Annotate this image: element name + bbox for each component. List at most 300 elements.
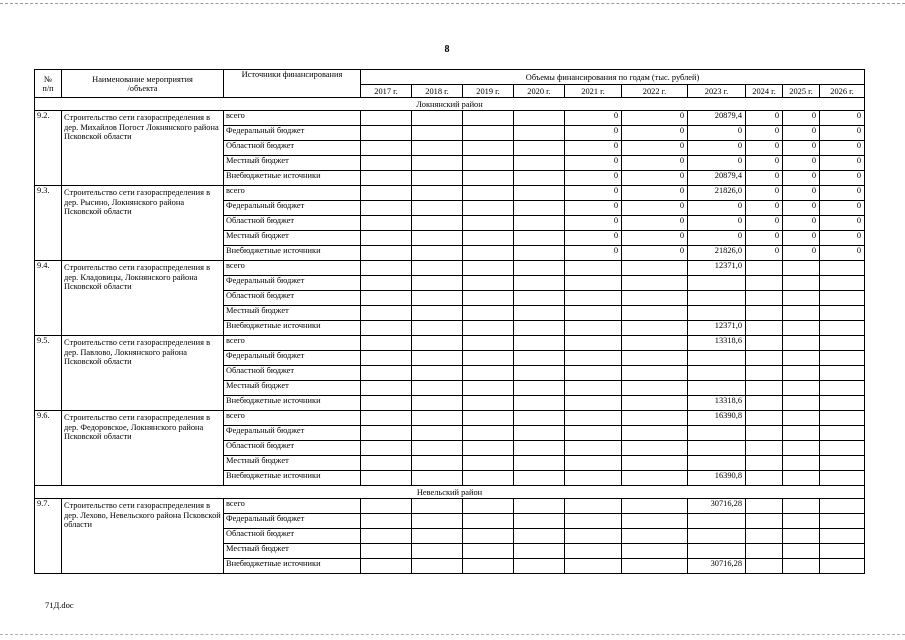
item-name: Строительство сети газораспределения в дер. Федоровское, Локнянского района Псковской области bbox=[62, 411, 224, 486]
funding-value bbox=[412, 231, 463, 246]
funding-value bbox=[622, 514, 688, 529]
funding-value: 0 bbox=[746, 186, 783, 201]
item-number: 9.7. bbox=[35, 499, 62, 574]
table-row bbox=[35, 336, 865, 351]
header-name-line1: Наименование мероприятия bbox=[92, 74, 193, 84]
funding-source: всего bbox=[224, 261, 361, 276]
financing-table bbox=[34, 69, 865, 574]
funding-value bbox=[412, 499, 463, 514]
footer-filename: 71Д.doc bbox=[45, 600, 74, 610]
funding-value bbox=[514, 514, 565, 529]
funding-source: Внебюджетные источники bbox=[224, 471, 361, 486]
funding-source: всего bbox=[224, 186, 361, 201]
funding-value bbox=[361, 111, 412, 126]
funding-source: Областной бюджет bbox=[224, 291, 361, 306]
funding-value bbox=[463, 261, 514, 276]
item-name: Строительство сети газораспределения в дер. Лехово, Невельского района Псковской области bbox=[62, 499, 224, 574]
funding-value: 30716,28 bbox=[688, 499, 746, 514]
table-body bbox=[35, 98, 865, 574]
funding-value bbox=[412, 471, 463, 486]
funding-value bbox=[688, 426, 746, 441]
funding-value bbox=[463, 246, 514, 261]
funding-value: 16390,8 bbox=[688, 411, 746, 426]
funding-value: 0 bbox=[688, 156, 746, 171]
funding-value bbox=[412, 396, 463, 411]
funding-value: 0 bbox=[783, 201, 820, 216]
funding-value: 0 bbox=[622, 111, 688, 126]
funding-value: 0 bbox=[746, 201, 783, 216]
funding-value bbox=[746, 396, 783, 411]
funding-value bbox=[820, 426, 865, 441]
funding-source: Федеральный бюджет bbox=[224, 351, 361, 366]
funding-value bbox=[622, 471, 688, 486]
funding-value bbox=[412, 126, 463, 141]
funding-source: Местный бюджет bbox=[224, 306, 361, 321]
funding-value: 0 bbox=[783, 231, 820, 246]
funding-value: 0 bbox=[565, 231, 622, 246]
funding-value bbox=[820, 321, 865, 336]
funding-value bbox=[688, 529, 746, 544]
funding-value bbox=[412, 141, 463, 156]
table-row bbox=[35, 111, 865, 126]
funding-value bbox=[622, 306, 688, 321]
funding-value bbox=[361, 261, 412, 276]
funding-value bbox=[514, 366, 565, 381]
funding-value bbox=[514, 231, 565, 246]
funding-value bbox=[746, 499, 783, 514]
funding-value bbox=[514, 441, 565, 456]
funding-value bbox=[783, 276, 820, 291]
funding-value bbox=[565, 351, 622, 366]
funding-source: Внебюджетные источники bbox=[224, 171, 361, 186]
funding-value bbox=[361, 351, 412, 366]
funding-value bbox=[746, 441, 783, 456]
table-row bbox=[35, 261, 865, 276]
header-year: 2020 г. bbox=[514, 85, 565, 98]
funding-value bbox=[565, 441, 622, 456]
funding-value: 21826,0 bbox=[688, 186, 746, 201]
header-year: 2017 г. bbox=[361, 85, 412, 98]
funding-value bbox=[622, 456, 688, 471]
funding-value bbox=[688, 381, 746, 396]
funding-value: 0 bbox=[622, 126, 688, 141]
funding-value bbox=[820, 529, 865, 544]
funding-value bbox=[783, 411, 820, 426]
funding-value bbox=[783, 291, 820, 306]
funding-value bbox=[463, 529, 514, 544]
funding-value bbox=[688, 441, 746, 456]
funding-value bbox=[746, 291, 783, 306]
funding-value bbox=[463, 126, 514, 141]
funding-source: Областной бюджет bbox=[224, 216, 361, 231]
funding-source: Областной бюджет bbox=[224, 529, 361, 544]
funding-value bbox=[463, 201, 514, 216]
funding-value bbox=[361, 126, 412, 141]
funding-value: 0 bbox=[820, 186, 865, 201]
funding-value bbox=[463, 456, 514, 471]
funding-value bbox=[746, 411, 783, 426]
funding-value: 12371,0 bbox=[688, 321, 746, 336]
header-name bbox=[62, 70, 224, 98]
funding-value bbox=[412, 426, 463, 441]
funding-value bbox=[412, 351, 463, 366]
funding-value bbox=[565, 471, 622, 486]
funding-value bbox=[463, 366, 514, 381]
funding-value bbox=[783, 499, 820, 514]
funding-value bbox=[820, 544, 865, 559]
funding-value bbox=[361, 156, 412, 171]
funding-value bbox=[622, 529, 688, 544]
funding-value bbox=[622, 381, 688, 396]
funding-value bbox=[463, 171, 514, 186]
funding-value bbox=[361, 171, 412, 186]
funding-value: 0 bbox=[688, 216, 746, 231]
funding-value: 0 bbox=[746, 231, 783, 246]
funding-value bbox=[412, 321, 463, 336]
item-number: 9.6. bbox=[35, 411, 62, 486]
funding-value bbox=[361, 514, 412, 529]
item-name: Строительство сети газораспределения в дер. Рысино, Локнянского района Псковской области bbox=[62, 186, 224, 261]
funding-value: 0 bbox=[820, 156, 865, 171]
funding-value bbox=[622, 366, 688, 381]
funding-value bbox=[361, 544, 412, 559]
funding-value bbox=[783, 544, 820, 559]
funding-value bbox=[622, 336, 688, 351]
funding-source: Федеральный бюджет bbox=[224, 126, 361, 141]
funding-source: Федеральный бюджет bbox=[224, 426, 361, 441]
funding-value bbox=[361, 396, 412, 411]
funding-value bbox=[463, 321, 514, 336]
funding-value bbox=[688, 514, 746, 529]
funding-value bbox=[361, 186, 412, 201]
funding-value bbox=[412, 246, 463, 261]
funding-source: Местный бюджет bbox=[224, 381, 361, 396]
funding-value bbox=[412, 111, 463, 126]
funding-value: 12371,0 bbox=[688, 261, 746, 276]
funding-value bbox=[514, 111, 565, 126]
table-header-row bbox=[35, 70, 865, 85]
funding-value: 0 bbox=[746, 246, 783, 261]
funding-value bbox=[514, 351, 565, 366]
funding-value bbox=[820, 291, 865, 306]
funding-value bbox=[463, 216, 514, 231]
funding-value: 0 bbox=[622, 171, 688, 186]
funding-value bbox=[565, 291, 622, 306]
funding-value bbox=[361, 321, 412, 336]
funding-value bbox=[565, 559, 622, 574]
funding-value: 30716,28 bbox=[688, 559, 746, 574]
funding-value bbox=[361, 276, 412, 291]
funding-source: всего bbox=[224, 111, 361, 126]
funding-value bbox=[622, 559, 688, 574]
funding-value bbox=[463, 396, 514, 411]
funding-value bbox=[361, 499, 412, 514]
funding-value bbox=[463, 471, 514, 486]
item-number: 9.4. bbox=[35, 261, 62, 336]
funding-value bbox=[514, 426, 565, 441]
funding-value bbox=[412, 366, 463, 381]
funding-value: 0 bbox=[783, 171, 820, 186]
funding-value bbox=[514, 126, 565, 141]
funding-value: 0 bbox=[783, 246, 820, 261]
funding-value bbox=[565, 544, 622, 559]
funding-value bbox=[820, 499, 865, 514]
funding-value bbox=[412, 156, 463, 171]
item-number: 9.5. bbox=[35, 336, 62, 411]
funding-value: 0 bbox=[622, 231, 688, 246]
funding-value bbox=[514, 471, 565, 486]
funding-source: Федеральный бюджет bbox=[224, 201, 361, 216]
funding-value bbox=[514, 544, 565, 559]
funding-source: Местный бюджет bbox=[224, 231, 361, 246]
funding-value bbox=[412, 276, 463, 291]
funding-value bbox=[688, 276, 746, 291]
funding-value bbox=[514, 141, 565, 156]
funding-value bbox=[463, 156, 514, 171]
funding-value: 0 bbox=[820, 201, 865, 216]
funding-value: 16390,8 bbox=[688, 471, 746, 486]
funding-value bbox=[463, 441, 514, 456]
funding-value bbox=[783, 336, 820, 351]
funding-value bbox=[688, 291, 746, 306]
funding-value bbox=[412, 216, 463, 231]
funding-value bbox=[412, 186, 463, 201]
funding-value bbox=[361, 426, 412, 441]
funding-value bbox=[514, 529, 565, 544]
section-row bbox=[35, 486, 865, 499]
funding-value bbox=[746, 559, 783, 574]
funding-value bbox=[688, 306, 746, 321]
funding-value bbox=[746, 261, 783, 276]
funding-value bbox=[622, 544, 688, 559]
funding-value bbox=[361, 381, 412, 396]
funding-value: 0 bbox=[746, 141, 783, 156]
funding-value bbox=[412, 559, 463, 574]
funding-value bbox=[622, 426, 688, 441]
funding-value: 13318,6 bbox=[688, 396, 746, 411]
funding-value bbox=[565, 306, 622, 321]
funding-value bbox=[565, 411, 622, 426]
funding-value bbox=[463, 514, 514, 529]
funding-value bbox=[412, 171, 463, 186]
funding-value bbox=[622, 411, 688, 426]
funding-value bbox=[361, 291, 412, 306]
funding-value: 0 bbox=[746, 126, 783, 141]
funding-value bbox=[412, 544, 463, 559]
header-name-line2: /объекта bbox=[127, 83, 158, 93]
funding-value bbox=[783, 471, 820, 486]
funding-source: Внебюджетные источники bbox=[224, 246, 361, 261]
funding-value bbox=[746, 544, 783, 559]
funding-value bbox=[514, 261, 565, 276]
funding-value bbox=[514, 246, 565, 261]
header-year: 2019 г. bbox=[463, 85, 514, 98]
header-year: 2026 г. bbox=[820, 85, 865, 98]
funding-value bbox=[746, 529, 783, 544]
header-volumes: Объемы финансирования по годам (тыс. рублей) bbox=[361, 70, 865, 85]
header-year: 2021 г. bbox=[565, 85, 622, 98]
funding-value: 0 bbox=[820, 111, 865, 126]
funding-value bbox=[688, 456, 746, 471]
item-name: Строительство сети газораспределения в дер. Павлово, Локнянского района Псковской области bbox=[62, 336, 224, 411]
header-year: 2024 г. bbox=[746, 85, 783, 98]
funding-value bbox=[361, 216, 412, 231]
funding-value bbox=[361, 231, 412, 246]
funding-value: 0 bbox=[565, 111, 622, 126]
table-row bbox=[35, 411, 865, 426]
funding-value bbox=[514, 321, 565, 336]
funding-value bbox=[514, 186, 565, 201]
funding-value bbox=[361, 471, 412, 486]
funding-value bbox=[361, 336, 412, 351]
funding-value bbox=[514, 396, 565, 411]
funding-value bbox=[361, 411, 412, 426]
funding-value bbox=[688, 351, 746, 366]
funding-value bbox=[783, 321, 820, 336]
funding-value bbox=[361, 141, 412, 156]
funding-value bbox=[783, 396, 820, 411]
funding-value bbox=[746, 514, 783, 529]
funding-value: 21826,0 bbox=[688, 246, 746, 261]
item-name: Строительство сети газораспределения в дер. Михайлов Погост Локнянского района Псковской области bbox=[62, 111, 224, 186]
funding-value bbox=[820, 336, 865, 351]
scan-edge-bottom bbox=[0, 634, 905, 635]
funding-value: 0 bbox=[688, 126, 746, 141]
funding-value bbox=[463, 336, 514, 351]
funding-value bbox=[820, 366, 865, 381]
funding-value bbox=[412, 261, 463, 276]
funding-value bbox=[783, 351, 820, 366]
funding-source: Внебюджетные источники bbox=[224, 559, 361, 574]
funding-value: 0 bbox=[783, 111, 820, 126]
funding-value: 0 bbox=[565, 246, 622, 261]
funding-value bbox=[463, 381, 514, 396]
funding-value bbox=[783, 306, 820, 321]
funding-value: 0 bbox=[783, 141, 820, 156]
funding-value: 0 bbox=[622, 201, 688, 216]
funding-value bbox=[361, 366, 412, 381]
funding-value bbox=[565, 396, 622, 411]
funding-source: Областной бюджет bbox=[224, 366, 361, 381]
header-year: 2022 г. bbox=[622, 85, 688, 98]
funding-value bbox=[820, 514, 865, 529]
funding-value bbox=[783, 529, 820, 544]
item-number: 9.3. bbox=[35, 186, 62, 261]
funding-value: 0 bbox=[565, 186, 622, 201]
section-title: Локнянский район bbox=[35, 98, 865, 111]
funding-value bbox=[565, 276, 622, 291]
header-num-line1: № bbox=[44, 74, 52, 84]
funding-value bbox=[622, 261, 688, 276]
funding-value bbox=[514, 291, 565, 306]
funding-value bbox=[361, 306, 412, 321]
funding-value: 0 bbox=[783, 156, 820, 171]
funding-value bbox=[783, 261, 820, 276]
funding-value bbox=[412, 456, 463, 471]
funding-value bbox=[820, 381, 865, 396]
funding-value bbox=[514, 201, 565, 216]
funding-value: 0 bbox=[746, 156, 783, 171]
funding-value bbox=[783, 559, 820, 574]
funding-value bbox=[746, 276, 783, 291]
funding-value bbox=[565, 514, 622, 529]
funding-value bbox=[565, 499, 622, 514]
funding-value: 0 bbox=[783, 216, 820, 231]
funding-value bbox=[565, 529, 622, 544]
funding-source: Местный бюджет bbox=[224, 156, 361, 171]
funding-value: 20879,4 bbox=[688, 171, 746, 186]
funding-source: Областной бюджет bbox=[224, 441, 361, 456]
funding-value bbox=[820, 441, 865, 456]
funding-value: 0 bbox=[820, 231, 865, 246]
funding-value bbox=[820, 559, 865, 574]
funding-value bbox=[412, 201, 463, 216]
funding-value bbox=[622, 351, 688, 366]
funding-value bbox=[412, 514, 463, 529]
funding-value: 0 bbox=[746, 216, 783, 231]
funding-value bbox=[688, 544, 746, 559]
funding-source: всего bbox=[224, 411, 361, 426]
funding-value bbox=[514, 411, 565, 426]
funding-value bbox=[463, 411, 514, 426]
funding-value bbox=[688, 366, 746, 381]
funding-value bbox=[820, 411, 865, 426]
funding-value bbox=[783, 441, 820, 456]
funding-value: 0 bbox=[565, 156, 622, 171]
funding-value bbox=[783, 514, 820, 529]
funding-value bbox=[746, 336, 783, 351]
funding-value bbox=[820, 276, 865, 291]
funding-value bbox=[622, 291, 688, 306]
funding-value bbox=[463, 186, 514, 201]
funding-value bbox=[622, 441, 688, 456]
funding-value: 0 bbox=[565, 171, 622, 186]
funding-value bbox=[820, 396, 865, 411]
funding-value bbox=[746, 321, 783, 336]
funding-value bbox=[463, 141, 514, 156]
table-row bbox=[35, 186, 865, 201]
funding-value bbox=[514, 559, 565, 574]
funding-value: 0 bbox=[565, 216, 622, 231]
funding-value bbox=[412, 441, 463, 456]
funding-value bbox=[565, 381, 622, 396]
funding-value bbox=[412, 411, 463, 426]
funding-value bbox=[746, 366, 783, 381]
funding-value bbox=[361, 529, 412, 544]
funding-value: 0 bbox=[820, 246, 865, 261]
funding-value bbox=[463, 111, 514, 126]
funding-value bbox=[514, 381, 565, 396]
funding-value bbox=[514, 456, 565, 471]
funding-source: Федеральный бюджет bbox=[224, 276, 361, 291]
funding-value bbox=[820, 261, 865, 276]
funding-value bbox=[514, 336, 565, 351]
funding-value bbox=[463, 276, 514, 291]
funding-source: всего bbox=[224, 336, 361, 351]
funding-value bbox=[412, 529, 463, 544]
funding-value bbox=[514, 171, 565, 186]
funding-value bbox=[746, 471, 783, 486]
funding-value: 0 bbox=[622, 141, 688, 156]
funding-source: Областной бюджет bbox=[224, 141, 361, 156]
scan-edge-top bbox=[0, 3, 905, 4]
funding-value: 0 bbox=[622, 216, 688, 231]
funding-source: Внебюджетные источники bbox=[224, 321, 361, 336]
funding-value bbox=[746, 456, 783, 471]
funding-value: 0 bbox=[746, 171, 783, 186]
funding-value bbox=[463, 499, 514, 514]
funding-value bbox=[820, 471, 865, 486]
